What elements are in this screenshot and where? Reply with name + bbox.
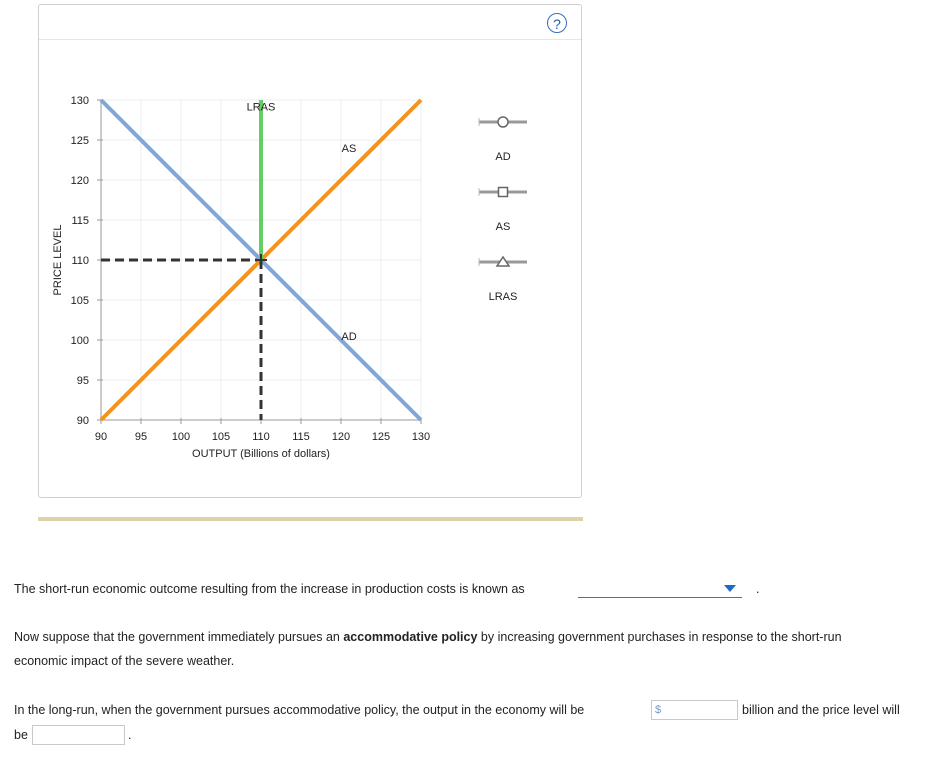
chart-legend[interactable] (479, 117, 527, 303)
question-2-bold: accommodative policy (343, 630, 478, 644)
question-2-pre: Now suppose that the government immediately pursues an (14, 630, 344, 644)
x-tick-label: 110 (252, 431, 270, 443)
question-3-period: . (128, 728, 132, 742)
dollar-sign: $ (655, 704, 662, 716)
graph-panel (38, 4, 582, 498)
circle-marker-icon[interactable] (498, 117, 508, 127)
section-divider (38, 517, 583, 521)
curve-label-as: AS (341, 143, 357, 155)
legend-label-as: AS (495, 221, 511, 233)
question-2-post: by increasing government purchases in response to the short-run (477, 630, 842, 644)
question-1-period: . (756, 582, 760, 596)
y-tick-label: 115 (71, 215, 89, 227)
x-tick-label: 130 (411, 431, 431, 443)
x-tick-label: 115 (292, 431, 310, 443)
y-tick-label: 125 (70, 135, 89, 147)
y-tick-label: 95 (76, 375, 89, 387)
y-tick-label: 105 (70, 295, 89, 307)
question-3-line-2: be (14, 728, 28, 742)
x-tick-label: 105 (211, 431, 231, 443)
x-tick-label: 95 (134, 431, 148, 443)
y-tick-label: 110 (71, 255, 89, 267)
square-marker-icon[interactable] (499, 188, 508, 197)
help-button[interactable]: ? (547, 13, 567, 33)
curve-label-ad: AD (341, 331, 357, 343)
question-2-line-1 (14, 630, 842, 644)
curve-label-lras: LRAS (246, 101, 276, 114)
chart-labels (247, 101, 357, 343)
x-axis-label: OUTPUT (Billions of dollars) (192, 448, 330, 460)
x-tick-label: 120 (331, 431, 351, 443)
question-2-line-2: economic impact of the severe weather. (14, 654, 235, 668)
price-level-input[interactable] (32, 725, 125, 745)
y-axis-label: PRICE LEVEL (52, 224, 64, 296)
x-tick-label: 125 (371, 431, 391, 443)
question-3-text: In the long-run, when the government pursues accommodative policy, the output in the economy will be (14, 703, 585, 717)
x-tick-label: 100 (171, 431, 191, 443)
question-3-mid: billion and the price level will (742, 703, 900, 717)
output-input[interactable] (651, 700, 738, 720)
x-tick-label: 90 (94, 431, 108, 443)
y-tick-label: 90 (76, 415, 89, 427)
y-tick-label: 100 (70, 335, 89, 347)
question-1-text: The short-run economic outcome resulting from the increase in production costs is known as (14, 582, 525, 596)
y-tick-label: 120 (70, 175, 89, 187)
y-tick-label: 130 (70, 95, 89, 107)
legend-label-lras: LRAS (488, 291, 518, 303)
ad-as-chart (39, 5, 583, 499)
outcome-dropdown[interactable] (578, 579, 742, 598)
chevron-down-icon[interactable] (724, 585, 736, 592)
legend-label-ad: AD (495, 151, 511, 163)
